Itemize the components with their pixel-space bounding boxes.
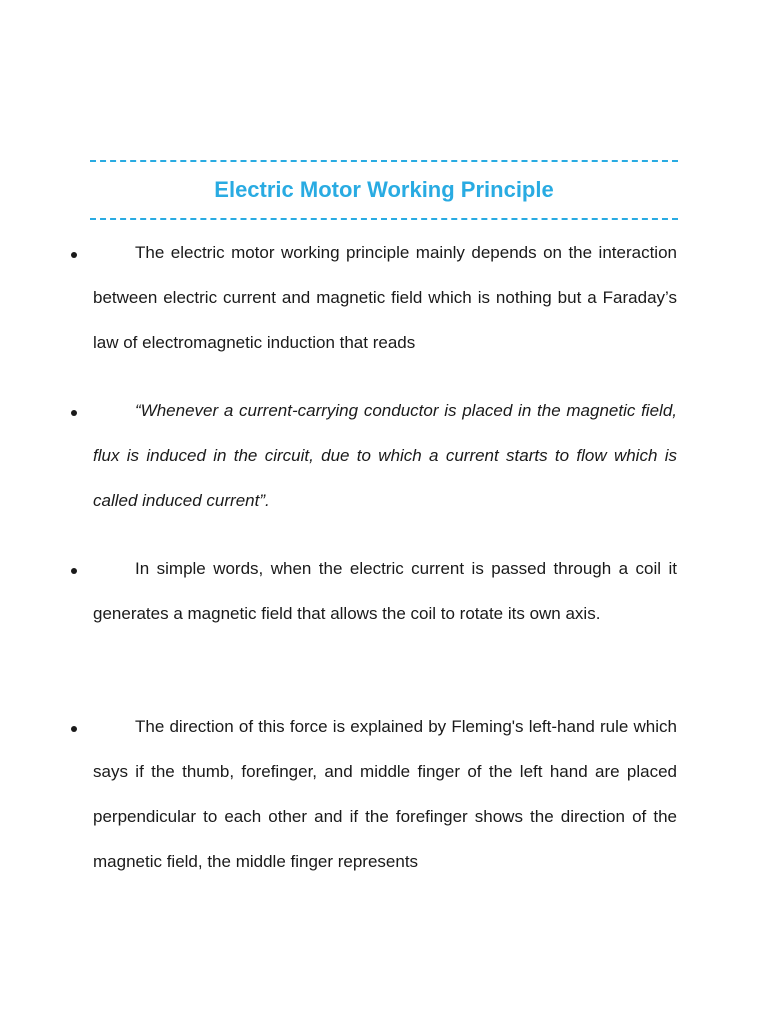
bullet-icon [71,410,77,416]
paragraph-text: The electric motor working principle mainly depends on the interaction between electric current and magnetic field which is nothing but a Faraday’s law of electromagnetic induction that reads [93,243,677,352]
title-bottom-divider [90,218,678,220]
quote-text: “Whenever a current-carrying conductor is placed in the magnetic field, flux is induced in the circuit, due to which a current starts to flow which is called induced current”. [93,401,677,510]
title-top-divider [90,160,678,162]
bullet-icon [71,726,77,732]
paragraph-text: In simple words, when the electric current is passed through a coil it generates a magnetic field that allows the coil to rotate its own axis. [93,559,677,623]
bullet-icon [71,252,77,258]
bullet-icon [71,568,77,574]
paragraph-text: The direction of this force is explained by Fleming's left-hand rule which says if the thumb, forefinger, and middle finger of the left hand are placed perpendicular to each other and if the forefinger shows the direction of the magnetic field, the middle finger represents [93,717,677,871]
document-title: Electric Motor Working Principle [214,177,554,202]
